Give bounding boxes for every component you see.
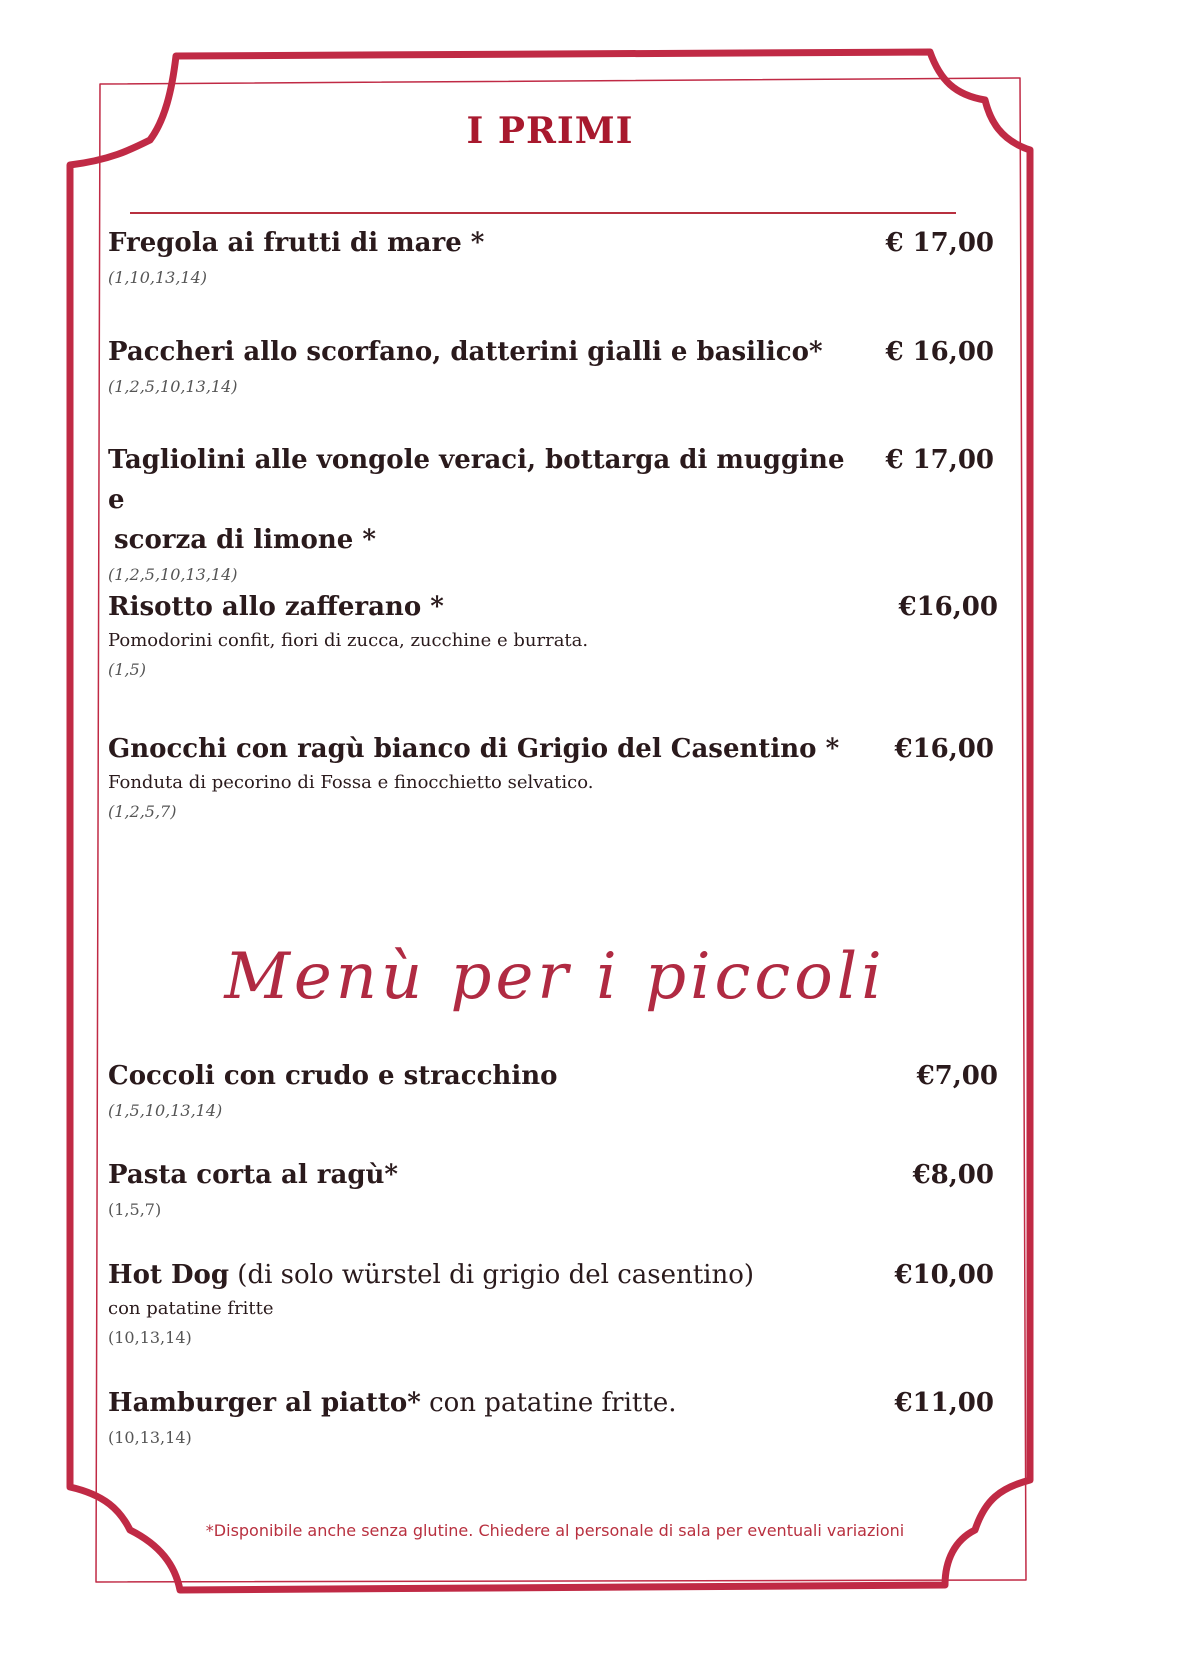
item-allergens: (1,5) <box>108 660 146 679</box>
menu-item <box>108 332 994 402</box>
item-price: €8,00 <box>912 1160 994 1190</box>
item-allergens: (1,2,5,10,13,14) <box>108 565 238 584</box>
kids-menu-item <box>108 1383 994 1453</box>
item-allergens: (10,13,14) <box>108 1428 192 1447</box>
item-name-extra: (di solo würstel di grigio del casentino) <box>229 1260 755 1290</box>
title-divider <box>130 212 956 214</box>
kids-menu-item <box>108 1255 994 1353</box>
item-name: Fregola ai frutti di mare * <box>108 228 485 258</box>
section-title: I PRIMI <box>466 110 634 152</box>
item-description: Pomodorini confit, fiori di zucca, zucchine e burrata. <box>108 630 589 651</box>
item-name: Pasta corta al ragù* <box>108 1160 399 1190</box>
item-price: €7,00 <box>916 1061 998 1091</box>
item-name-line2: scorza di limone * <box>114 525 376 555</box>
menu-item <box>108 223 994 293</box>
menu-item <box>108 440 994 590</box>
kids-menu-title: Menù per i piccoli <box>224 940 886 1014</box>
item-allergens: (1,2,5,7) <box>108 802 177 821</box>
kids-menu-item <box>108 1056 998 1126</box>
item-description: con patatine fritte <box>108 1298 274 1319</box>
item-description: Fonduta di pecorino di Fossa e finocchietto selvatico. <box>108 772 594 793</box>
item-price: €16,00 <box>894 734 994 764</box>
kids-menu-item <box>108 1155 994 1225</box>
item-allergens: (1,10,13,14) <box>108 268 207 287</box>
gluten-free-note: *Disponibile anche senza glutine. Chiedere al personale di sala per eventuali variazioni <box>205 1521 905 1540</box>
item-price: € 17,00 <box>885 445 994 475</box>
menu-item <box>108 729 994 827</box>
item-name: Coccoli con crudo e stracchino <box>108 1061 558 1091</box>
item-name: Paccheri allo scorfano, datterini gialli e basilico* <box>108 337 823 367</box>
item-name: Tagliolini alle vongole veraci, bottarga di muggine e <box>108 445 845 515</box>
item-price: €11,00 <box>894 1388 994 1418</box>
item-allergens: (10,13,14) <box>108 1328 192 1347</box>
item-allergens: (1,5,7) <box>108 1200 162 1219</box>
item-name: Hot Dog <box>108 1260 230 1290</box>
item-price: € 17,00 <box>885 228 994 258</box>
menu-item <box>108 587 998 685</box>
item-name: Gnocchi con ragù bianco di Grigio del Casentino * <box>108 734 840 764</box>
item-name-extra: con patatine fritte. <box>420 1388 677 1418</box>
item-allergens: (1,2,5,10,13,14) <box>108 377 238 396</box>
item-price: € 16,00 <box>885 337 994 367</box>
item-name: Hamburger al piatto* <box>108 1388 421 1418</box>
item-price: €16,00 <box>898 592 998 622</box>
item-allergens: (1,5,10,13,14) <box>108 1101 223 1120</box>
item-name: Risotto allo zafferano * <box>108 592 444 622</box>
item-price: €10,00 <box>894 1260 994 1290</box>
